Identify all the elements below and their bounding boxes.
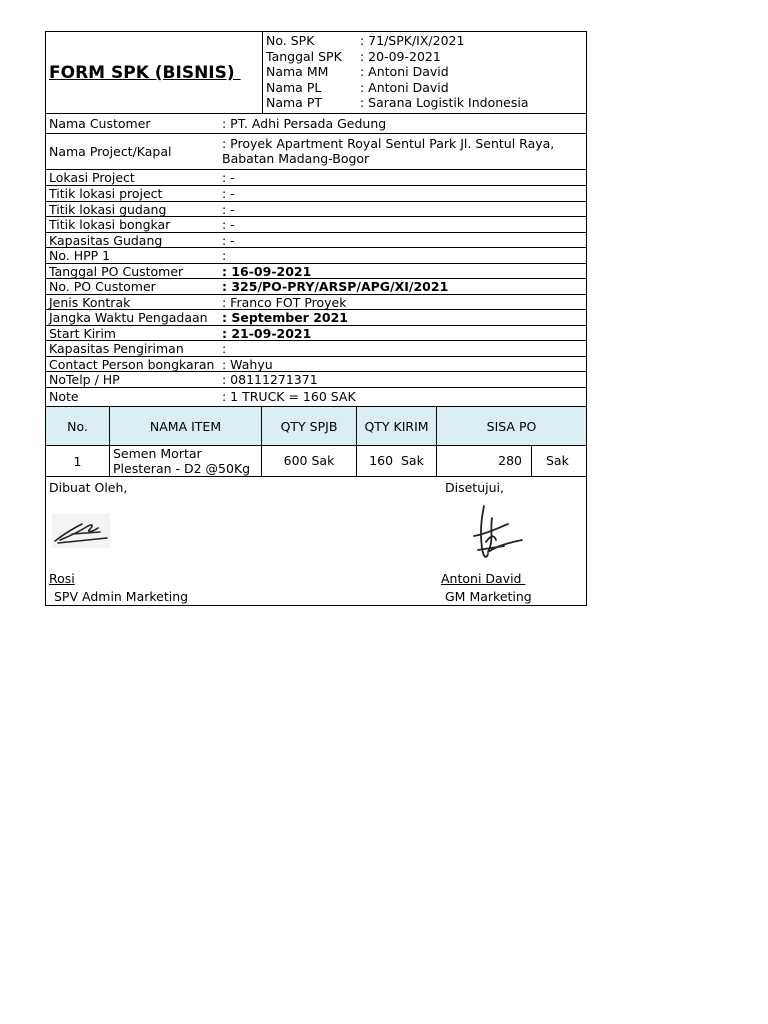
field-value: : 08111271371 xyxy=(222,372,318,387)
field-label: Titik lokasi bongkar xyxy=(49,217,171,232)
approver-name: Antoni David xyxy=(441,571,526,586)
field-label: No. HPP 1 xyxy=(49,248,111,263)
field-value: : Proyek Apartment Royal Sentul Park Jl. Sentul Raya, Babatan Madang-Bogor xyxy=(222,136,555,166)
field-row-jenis-kontrak xyxy=(46,295,586,311)
field-label: No. PO Customer xyxy=(49,279,156,294)
item-name-line2: Plesteran - D2 @50Kg xyxy=(113,461,251,476)
field-label: Titik lokasi gudang xyxy=(49,201,167,217)
field-row-contact-person xyxy=(46,357,586,373)
cell-qty-kirim: 160 Sak xyxy=(357,446,437,476)
made-by-label: Dibuat Oleh, xyxy=(49,480,128,495)
field-value: : PT. Adhi Persada Gedung xyxy=(222,116,387,131)
field-row-customer xyxy=(46,114,586,134)
field-row-titik-project xyxy=(46,186,586,202)
field-label: Lokasi Project xyxy=(49,170,135,185)
field-row-kapasitas-pengiriman xyxy=(46,341,586,357)
spk-form xyxy=(45,31,587,606)
approver-title: GM Marketing xyxy=(445,589,532,604)
field-row-lokasi-project xyxy=(46,170,586,186)
col-header-qty-kirim: QTY KIRIM xyxy=(357,407,437,445)
header-value: : 20-09-2021 xyxy=(360,48,441,64)
field-value: : xyxy=(222,341,227,356)
title-cell xyxy=(46,32,263,114)
header-value: : Antoni David xyxy=(360,79,449,95)
col-header-qty-spjb: QTY SPJB xyxy=(262,407,357,445)
field-row-titik-gudang xyxy=(46,202,586,218)
header-key: Nama PL xyxy=(266,79,322,95)
col-header-nama-item: NAMA ITEM xyxy=(110,407,262,445)
field-value: : Franco FOT Proyek xyxy=(222,294,347,310)
field-value: : 16-09-2021 xyxy=(222,263,312,279)
field-row-kapasitas-gudang xyxy=(46,233,586,249)
col-header-no: No. xyxy=(46,407,110,445)
field-row-jangka-waktu xyxy=(46,310,586,326)
header-key: Nama PT xyxy=(266,95,322,110)
field-label: Kapasitas Gudang xyxy=(49,232,163,248)
field-label: Nama Project/Kapal xyxy=(49,144,172,159)
field-row-titik-bongkar xyxy=(46,217,586,233)
item-name-line1: Semen Mortar xyxy=(113,446,202,461)
header-value: : Sarana Logistik Indonesia xyxy=(360,95,529,110)
items-table-header xyxy=(46,407,586,446)
field-row-note xyxy=(46,388,586,407)
field-label: Jenis Kontrak xyxy=(49,294,131,310)
approver-signature xyxy=(464,498,526,564)
field-row-tanggal-po xyxy=(46,264,586,280)
field-value: : September 2021 xyxy=(222,310,348,325)
field-value: : - xyxy=(222,170,235,185)
cell-unit: Sak xyxy=(546,453,569,468)
cell-qty-spjb: 600 Sak xyxy=(262,446,357,476)
cell-sisa-po: 280 xyxy=(437,446,532,476)
field-value: : - xyxy=(222,201,235,217)
header-value: : Antoni David xyxy=(360,64,449,79)
field-value: : 325/PO-PRY/ARSP/APG/XI/2021 xyxy=(222,279,449,294)
form-title: FORM SPK (BISNIS) xyxy=(49,63,241,83)
field-label: Start Kirim xyxy=(49,325,116,341)
field-value: : 1 TRUCK = 160 SAK xyxy=(222,389,356,404)
field-value: : xyxy=(222,248,227,263)
header-info xyxy=(263,32,586,114)
field-value: : Wahyu xyxy=(222,356,273,372)
field-row-project xyxy=(46,134,586,170)
field-row-notelp xyxy=(46,372,586,388)
header-key: Nama MM xyxy=(266,64,329,79)
maker-title: SPV Admin Marketing xyxy=(54,589,189,604)
maker-signature xyxy=(52,514,110,548)
field-value: : - xyxy=(222,232,235,248)
maker-name: Rosi xyxy=(49,571,75,586)
field-value: : - xyxy=(222,217,235,232)
field-value: : 21-09-2021 xyxy=(222,325,312,341)
approved-label: Disetujui, xyxy=(445,480,504,495)
field-value: : - xyxy=(222,186,235,201)
cell-no: 1 xyxy=(46,446,110,476)
field-label: Nama Customer xyxy=(49,116,151,131)
header-key: No. SPK xyxy=(266,33,315,48)
header-value: : 71/SPK/IX/2021 xyxy=(360,33,465,48)
header-key: Tanggal SPK xyxy=(266,48,342,64)
field-label: Contact Person bongkaran xyxy=(49,356,215,372)
field-label: Note xyxy=(49,389,79,404)
table-row xyxy=(46,446,586,477)
cell-nama-item xyxy=(110,446,262,476)
field-row-no-hpp xyxy=(46,248,586,264)
field-label: Titik lokasi project xyxy=(49,186,163,201)
field-label: Kapasitas Pengiriman xyxy=(49,341,184,356)
field-row-no-po xyxy=(46,279,586,295)
field-label: Jangka Waktu Pengadaan xyxy=(49,310,208,325)
field-row-start-kirim xyxy=(46,326,586,342)
col-header-sisa-po: SISA PO xyxy=(486,418,537,434)
field-label: Tanggal PO Customer xyxy=(49,263,184,279)
field-label: NoTelp / HP xyxy=(49,372,120,387)
